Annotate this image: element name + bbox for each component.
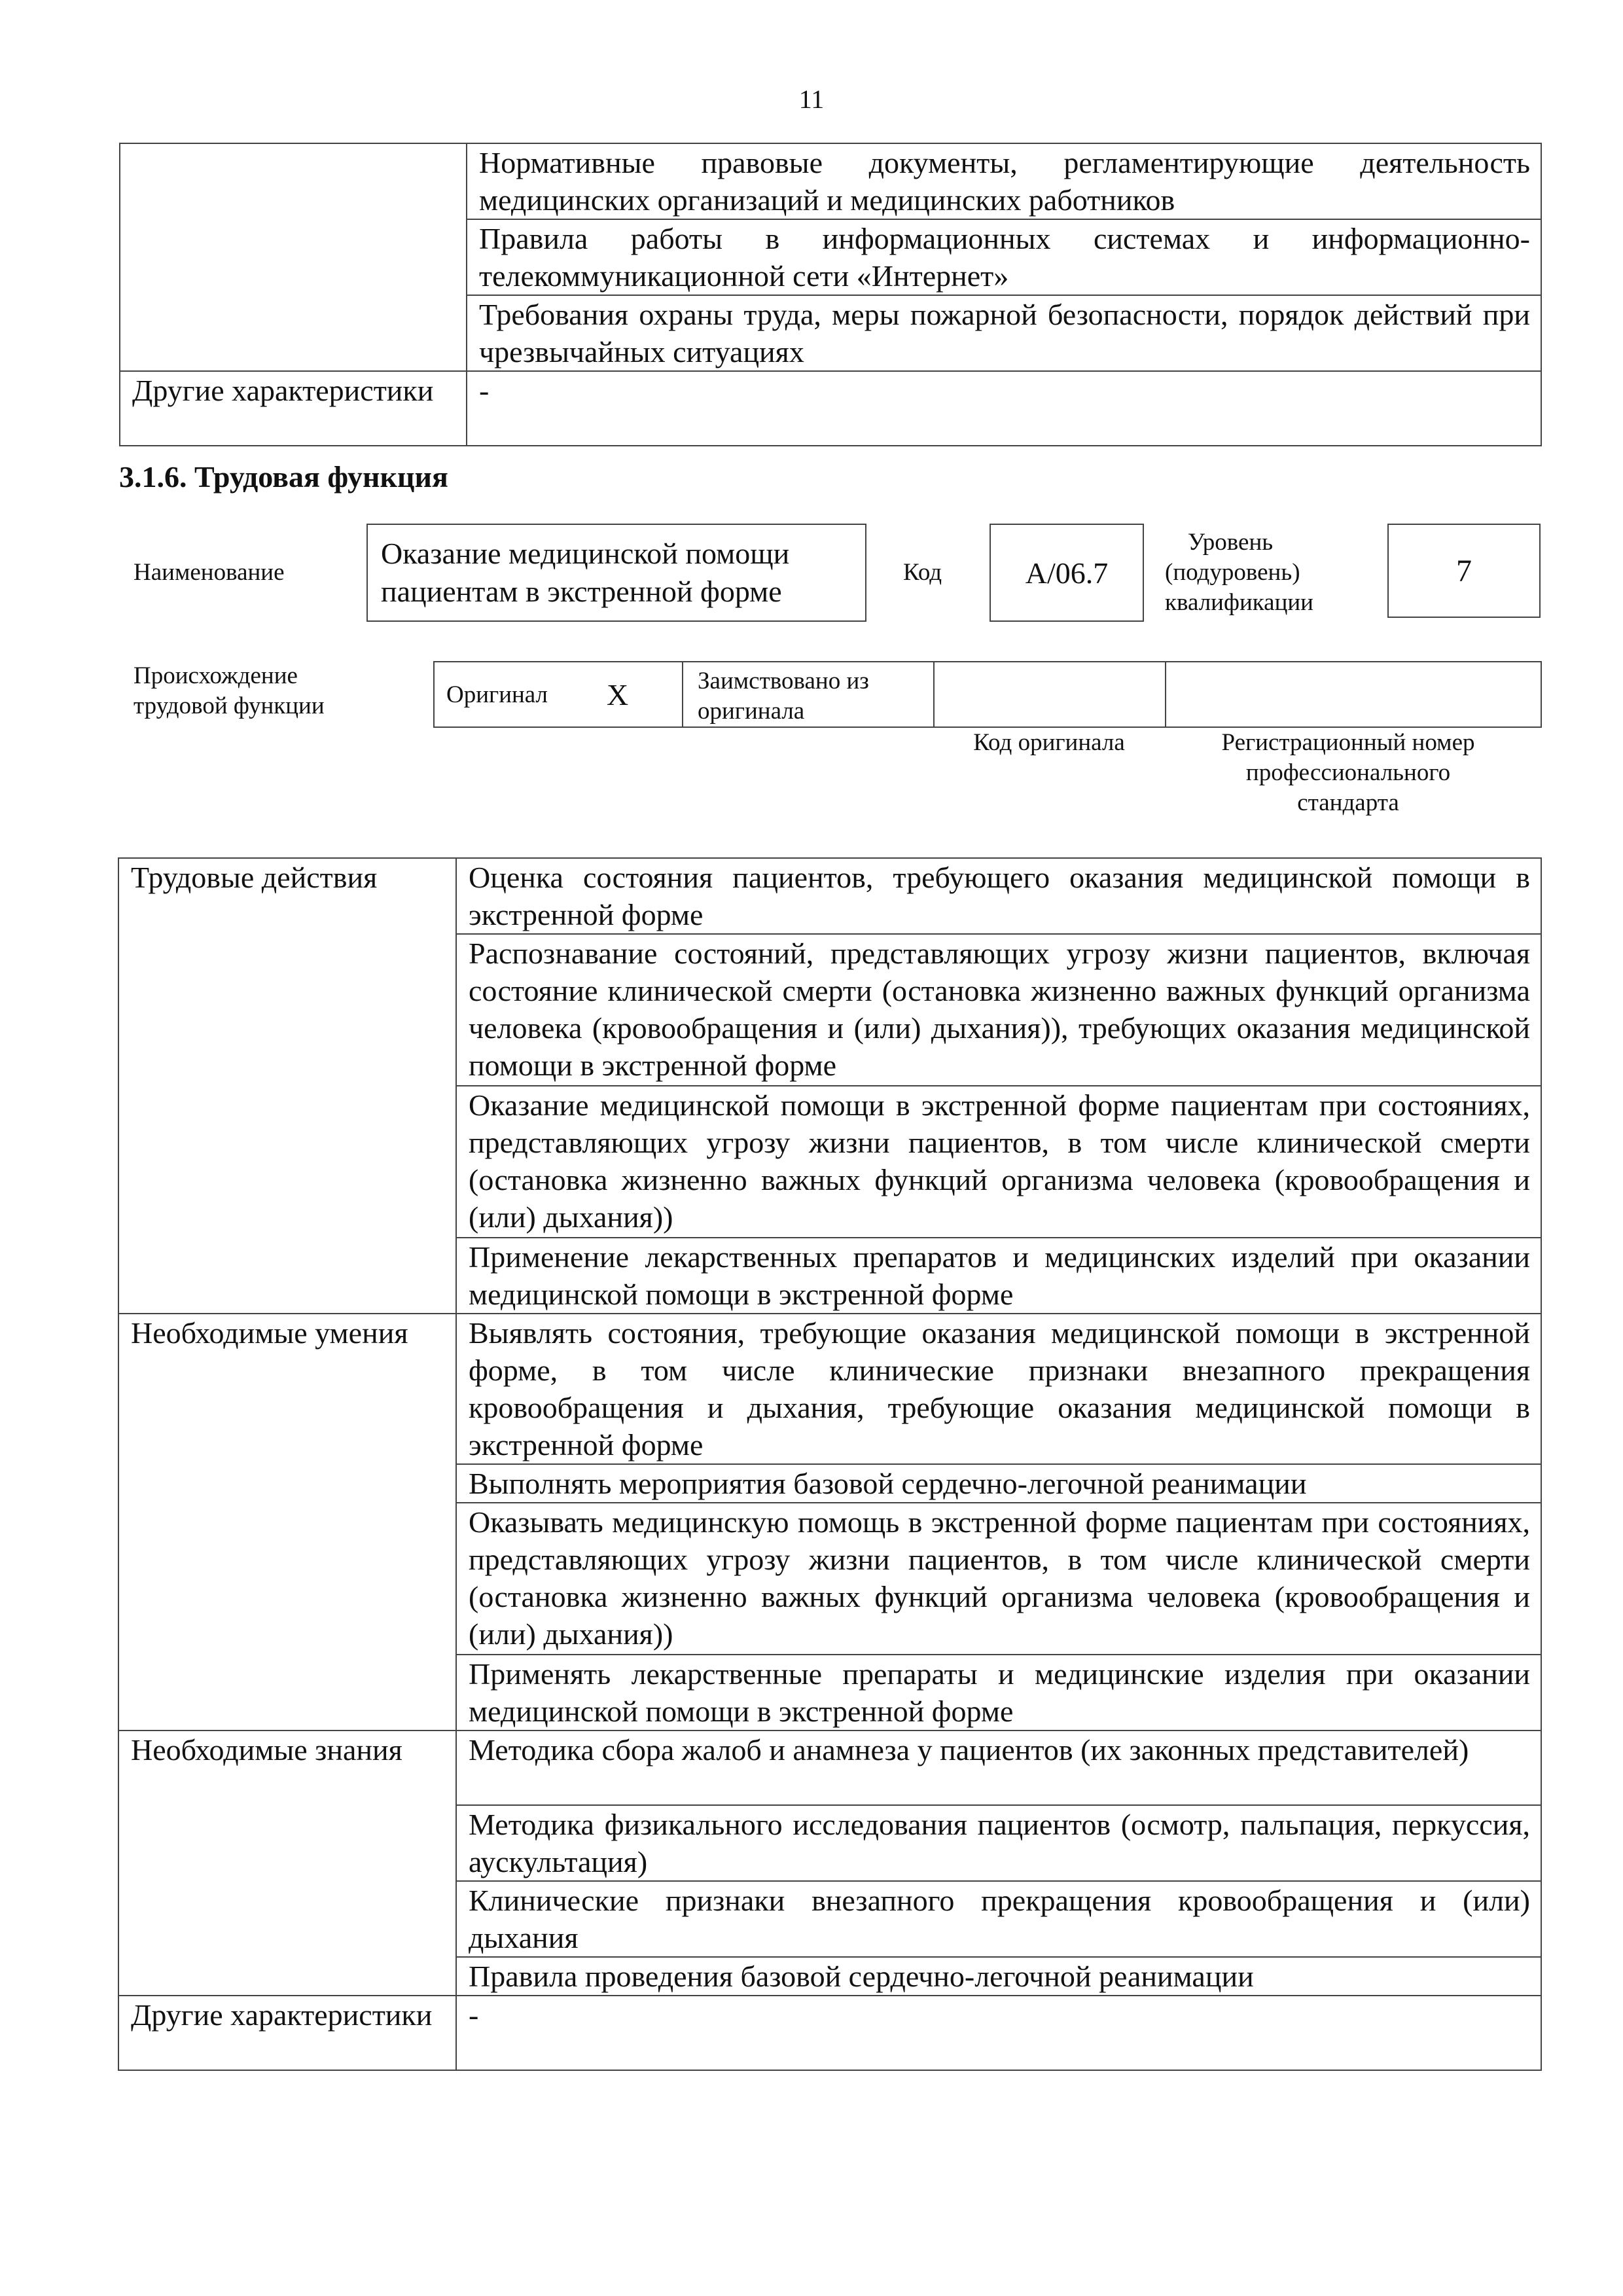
required-knowledge-label: Необходимые знания bbox=[118, 1731, 456, 1996]
level-value: 7 bbox=[1456, 553, 1472, 588]
labor-action-item: Оценка состояния пациентов, требующего оказания медицинской помощи в экстренной форме bbox=[456, 858, 1541, 934]
knowledge-item: Правила проведения базовой сердечно-легочной реанимации bbox=[456, 1957, 1541, 1996]
original-label: Оригинал bbox=[446, 681, 548, 708]
other-characteristics-value: - bbox=[456, 1996, 1541, 2070]
origin-row bbox=[433, 661, 1542, 728]
level-label: Уровень (подуровень) квалификации bbox=[1165, 529, 1313, 616]
level-value-box bbox=[1387, 524, 1541, 618]
name-value: Оказание медицинской помощи пациентам в экстренной форме bbox=[381, 537, 790, 608]
skill-item: Применять лекарственные препараты и медицинские изделия при оказании медицинской помощи в экстренной форме bbox=[456, 1655, 1541, 1731]
skill-item: Выявлять состояния, требующие оказания медицинской помощи в экстренной форме, в том числе клинические признаки внезапного прекращения кровообращения и дыхания, требующие оказания медицинской помощи в экстренной форме bbox=[456, 1314, 1541, 1464]
reg-number-cell bbox=[1166, 662, 1541, 726]
name-label: Наименование bbox=[134, 559, 285, 586]
labor-action-item: Применение лекарственных препаратов и медицинских изделий при оказании медицинской помощи в экстренной форме bbox=[456, 1238, 1541, 1314]
skill-item: Оказывать медицинскую помощь в экстренной форме пациентам при состояниях, представляющих угрозу жизни пациентов, в том числе клинической смерти (остановка жизненно важных функций организма человека (кровообращения и (или) дыхания)) bbox=[456, 1503, 1541, 1655]
other-characteristics-value: - bbox=[467, 371, 1541, 446]
labor-actions-label: Трудовые действия bbox=[118, 858, 456, 1314]
section-title: 3.1.6. Трудовая функция bbox=[119, 460, 448, 493]
knowledge-item: Методика сбора жалоб и анамнеза у пациентов (их законных представителей) bbox=[456, 1731, 1541, 1805]
origin-label: Происхождение трудовой функции bbox=[134, 662, 325, 719]
code-original-caption: Код оригинала bbox=[973, 729, 1125, 756]
main-table bbox=[118, 857, 1542, 2071]
knowledge-item: Клинические признаки внезапного прекращения кровообращения и (или) дыхания bbox=[456, 1881, 1541, 1957]
knowledge-item: Нормативные правовые документы, регламентирующие деятельность медицинских организаций и медицинских работников bbox=[467, 143, 1541, 219]
borrowed-cell bbox=[683, 662, 935, 726]
knowledge-item: Правила работы в информационных системах и информационно-телекоммуникационной сети «Интернет» bbox=[467, 219, 1541, 295]
original-mark: X bbox=[607, 677, 629, 711]
labor-action-item: Оказание медицинской помощи в экстренной форме пациентам при состояниях, представляющих угрозу жизни пациентов, в том числе клинической смерти (остановка жизненно важных функций организма человека (кровообращения и (или) дыхания)) bbox=[456, 1086, 1541, 1238]
other-characteristics-label: Другие характеристики bbox=[120, 371, 467, 446]
skill-item: Выполнять мероприятия базовой сердечно-легочной реанимации bbox=[456, 1464, 1541, 1503]
code-value-box bbox=[990, 524, 1144, 622]
code-label: Код bbox=[903, 559, 942, 586]
reg-number-caption: Регистрационный номер профессионального стандарта bbox=[1221, 729, 1475, 816]
code-value: А/06.7 bbox=[1025, 556, 1109, 590]
empty-label-cell bbox=[120, 143, 467, 371]
original-cell bbox=[435, 662, 683, 726]
knowledge-item: Методика физикального исследования пациентов (осмотр, пальпация, перкуссия, аускультация) bbox=[456, 1805, 1541, 1881]
name-value-box bbox=[366, 524, 866, 622]
other-characteristics-label: Другие характеристики bbox=[118, 1996, 456, 2070]
knowledge-item: Требования охраны труда, меры пожарной безопасности, порядок действий при чрезвычайных ситуациях bbox=[467, 295, 1541, 371]
required-skills-label: Необходимые умения bbox=[118, 1314, 456, 1731]
code-original-cell bbox=[935, 662, 1166, 726]
labor-action-item: Распознавание состояний, представляющих угрозу жизни пациентов, включая состояние клинической смерти (остановка жизненно важных функций организма человека (кровообращения и (или) дыхания)), требующих оказания медицинской помощи в экстренной форме bbox=[456, 934, 1541, 1086]
page-number: 11 bbox=[798, 84, 825, 114]
top-table bbox=[119, 143, 1542, 446]
borrowed-label: Заимствовано из оригинала bbox=[698, 668, 869, 725]
